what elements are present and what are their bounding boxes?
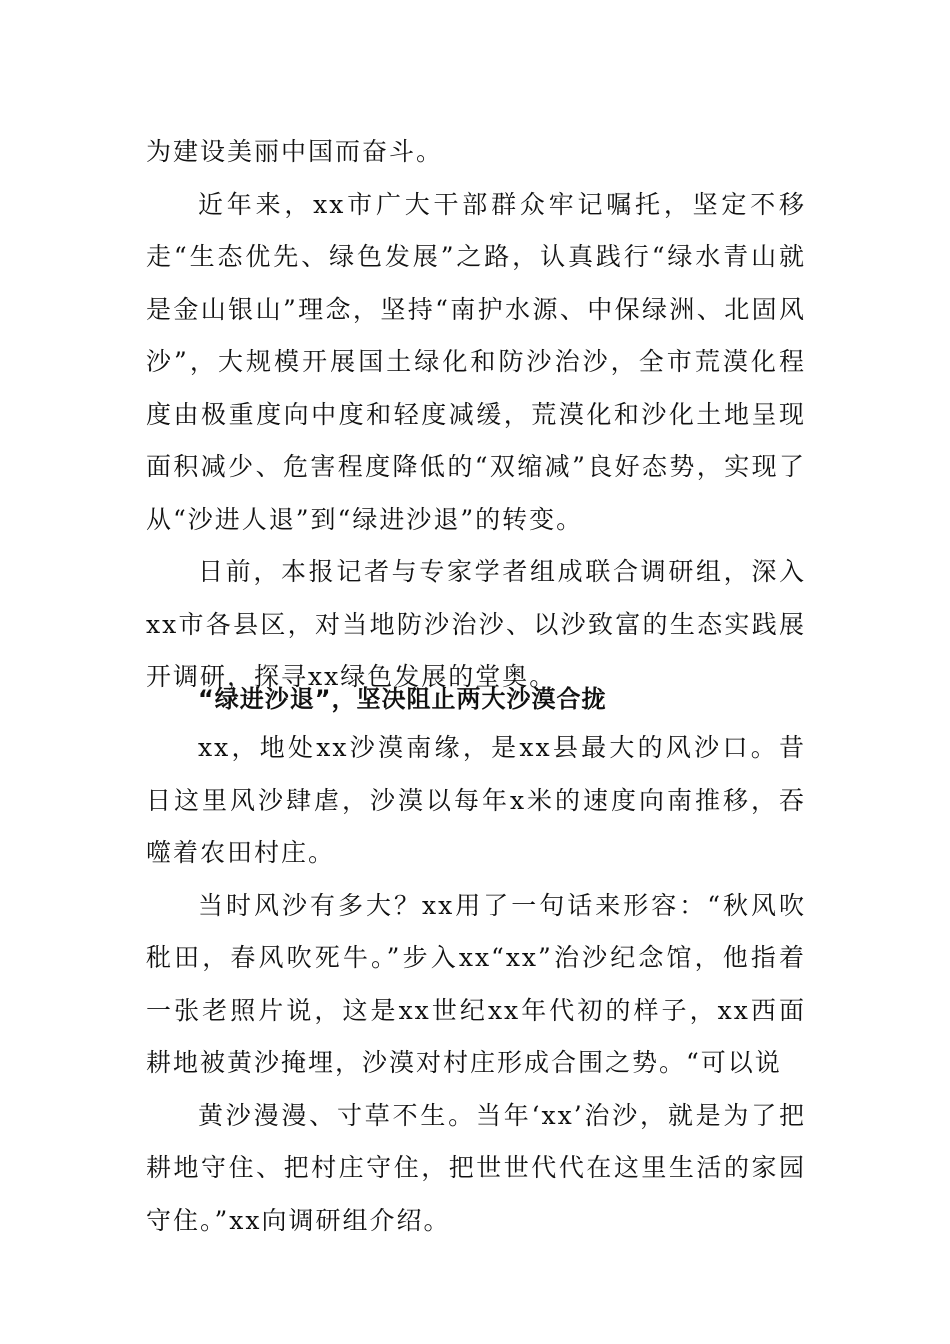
paragraph-location: xx，地处xx沙漠南缘，是xx县最大的风沙口。昔日这里风沙肆虐，沙漠以每年x米的速度向南推移，吞噬着农田村庄。	[146, 733, 806, 867]
section-heading: “绿进沙退”，坚决阻止两大沙漠合拢	[198, 685, 607, 713]
paragraph-quote: 黄沙漫漫、寸草不生。当年‘xx’治沙，就是为了把耕地守住、把村庄守住，把世世代代在这里生活的家园守住。”xx向调研组介绍。	[146, 1100, 806, 1235]
section-heading-block	[146, 682, 806, 716]
paragraph-history: 当时风沙有多大？xx用了一句话来形容：“秋风吹秕田，春风吹死牛。”步入xx“xx”治沙纪念馆，他指着一张老照片说，这是xx世纪xx年代初的样子，xx西面耕地被黄沙掩埋，沙漠对村庄形成合围之势。“可以说	[146, 890, 806, 1077]
document-body-continued	[146, 722, 806, 1247]
paragraph-research: 日前，本报记者与专家学者组成联合调研组，深入xx市各县区，对当地防沙治沙、以沙致富的生态实践展开调研，探寻xx绿色发展的堂奥。	[146, 557, 806, 691]
paragraph-intro: 近年来，xx市广大干部群众牢记嘱托，坚定不移走“生态优先、绿色发展”之路，认真践行“绿水青山就是金山银山”理念，坚持“南护水源、中保绿洲、北固风沙”，大规模开展国土绿化和防沙治沙，全市荒漠化程度由极重度向中度和轻度减缓，荒漠化和沙化土地呈现面积减少、危害程度降低的“双缩减”良好态势，实现了从“沙进人退”到“绿进沙退”的转变。	[146, 189, 806, 534]
paragraph-continuation: 为建设美丽中国而奋斗。	[146, 137, 444, 166]
document-body	[146, 126, 806, 704]
